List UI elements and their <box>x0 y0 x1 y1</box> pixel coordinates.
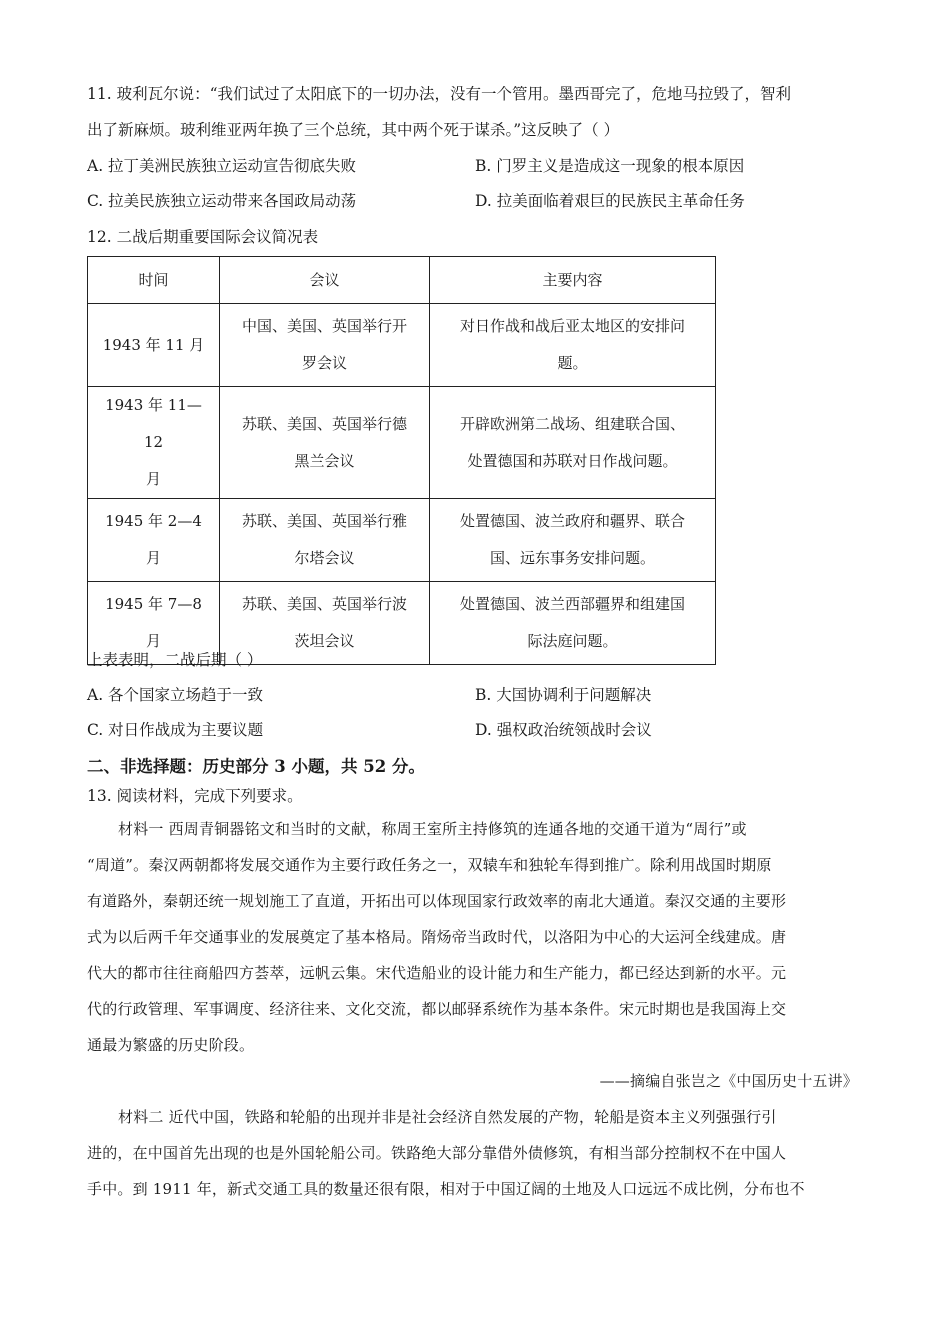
header-meeting: 会议 <box>220 257 430 304</box>
cell-line: 处置德国、波兰西部疆界和组建国 <box>459 595 685 613</box>
cell-line: 国、远东事务安排问题。 <box>489 549 655 567</box>
material2-line: 手中。到 1911 年，新式交通工具的数量还很有限，相对于中国辽阔的土地及人口远远不成比例，分布也不 <box>87 1180 805 1198</box>
cell-line: 苏联、美国、英国举行波 <box>241 595 407 613</box>
cell-content <box>430 304 716 387</box>
q12-option-a: A. 各个国家立场趋于一致 <box>87 686 264 704</box>
q12-option-b: B. 大国协调利于问题解决 <box>475 686 652 704</box>
cell-line: 茨坦会议 <box>294 632 355 650</box>
cell-meeting <box>220 499 430 582</box>
q11-option-a: A. 拉丁美洲民族独立运动宣告彻底失败 <box>87 157 357 175</box>
section-heading: 二、非选择题：历史部分 3 小题，共 52 分。 <box>87 757 425 776</box>
material1-line: 通最为繁盛的历史阶段。 <box>87 1036 255 1054</box>
q12-title: 12. 二战后期重要国际会议简况表 <box>87 228 319 246</box>
conference-table <box>87 256 716 665</box>
q12-option-c: C. 对日作战成为主要议题 <box>87 721 264 739</box>
cell-time <box>88 304 220 387</box>
material1-line: 代大的都市往往商船四方荟萃，远帆云集。宋代造船业的设计能力和生产能力，都已经达到新的水平。元 <box>87 964 787 982</box>
table-row <box>88 304 716 387</box>
q13-intro: 13. 阅读材料，完成下列要求。 <box>87 787 303 805</box>
table-row <box>88 499 716 582</box>
table-header-row <box>88 257 716 304</box>
cell-meeting <box>220 387 430 499</box>
cell-content <box>430 499 716 582</box>
q11-stem-line1: 11. 玻利瓦尔说：“我们试过了太阳底下的一切办法，没有一个管用。墨西哥完了，危地马拉毁了，智利 <box>87 85 792 103</box>
cell-line: 开辟欧洲第二战场、组建联合国、 <box>459 414 685 433</box>
material1-line: “周道”。秦汉两朝都将发展交通作为主要行政任务之一，双辕车和独轮车得到推广。除利用战国时期原 <box>87 856 772 874</box>
material1-source: ——摘编自张岂之《中国历史十五讲》 <box>599 1072 858 1090</box>
cell-line: 月 <box>145 470 161 488</box>
cell-meeting <box>220 304 430 387</box>
q11-option-d: D. 拉美面临着艰巨的民族民主革命任务 <box>475 192 745 210</box>
q11-stem-line2: 出了新麻烦。玻利维亚两年换了三个总统，其中两个死于谋杀。”这反映了（ ） <box>87 121 620 139</box>
cell-line: 题。 <box>557 354 588 372</box>
cell-line: 处置德国和苏联对日作战问题。 <box>467 451 678 470</box>
cell-line: 苏联、美国、英国举行雅 <box>241 512 407 530</box>
cell-line: 际法庭问题。 <box>527 632 618 650</box>
cell-time <box>88 499 220 582</box>
cell-line: 1943 年 11 月 <box>102 335 205 354</box>
q11-option-b: B. 门罗主义是造成这一现象的根本原因 <box>475 157 745 175</box>
cell-line: 尔塔会议 <box>294 549 355 567</box>
cell-line: 1945 年 2—4 月 <box>105 512 202 567</box>
material2-line: 进的，在中国首先出现的也是外国轮船公司。铁路绝大部分靠借外债修筑，有相当部分控制权不在中国人 <box>87 1144 787 1162</box>
cell-content <box>430 387 716 499</box>
cell-line: 中国、美国、英国举行开 <box>241 317 407 335</box>
cell-line: 1943 年 11—12 <box>105 396 202 451</box>
material1-line: 代的行政管理、军事调度、经济往来、文化交流，都以邮驿系统作为基本条件。宋元时期也是我国海上交 <box>87 1000 787 1018</box>
cell-line: 对日作战和战后亚太地区的安排问 <box>459 317 685 335</box>
cell-line: 苏联、美国、英国举行德 <box>241 414 407 433</box>
material2-line: 材料二 近代中国，铁路和轮船的出现并非是社会经济自然发展的产物，轮船是资本主义列强强行引 <box>118 1108 777 1126</box>
header-content: 主要内容 <box>430 257 716 304</box>
cell-content <box>430 582 716 665</box>
q12-option-d: D. 强权政治统领战时会议 <box>475 721 652 739</box>
q12-stem: 上表表明，二战后期（ ） <box>87 651 263 669</box>
material1-line: 有道路外，秦朝还统一规划施工了直道，开拓出可以体现国家行政效率的南北大通道。秦汉交通的主要形 <box>87 892 787 910</box>
cell-line: 处置德国、波兰政府和疆界、联合 <box>459 512 685 530</box>
q11-option-c: C. 拉美民族独立运动带来各国政局动荡 <box>87 192 357 210</box>
cell-line: 罗会议 <box>301 354 347 372</box>
cell-time <box>88 387 220 499</box>
cell-line: 黑兰会议 <box>294 451 355 470</box>
material1-line: 材料一 西周青铜器铭文和当时的文献，称周王室所主持修筑的连通各地的交通干道为“周行”或 <box>118 820 747 838</box>
header-time: 时间 <box>88 257 220 304</box>
cell-line: 1945 年 7—8 月 <box>105 595 202 650</box>
material1-line: 式为以后两千年交通事业的发展奠定了基本格局。隋炀帝当政时代，以洛阳为中心的大运河全线建成。唐 <box>87 928 787 946</box>
table-row <box>88 387 716 499</box>
